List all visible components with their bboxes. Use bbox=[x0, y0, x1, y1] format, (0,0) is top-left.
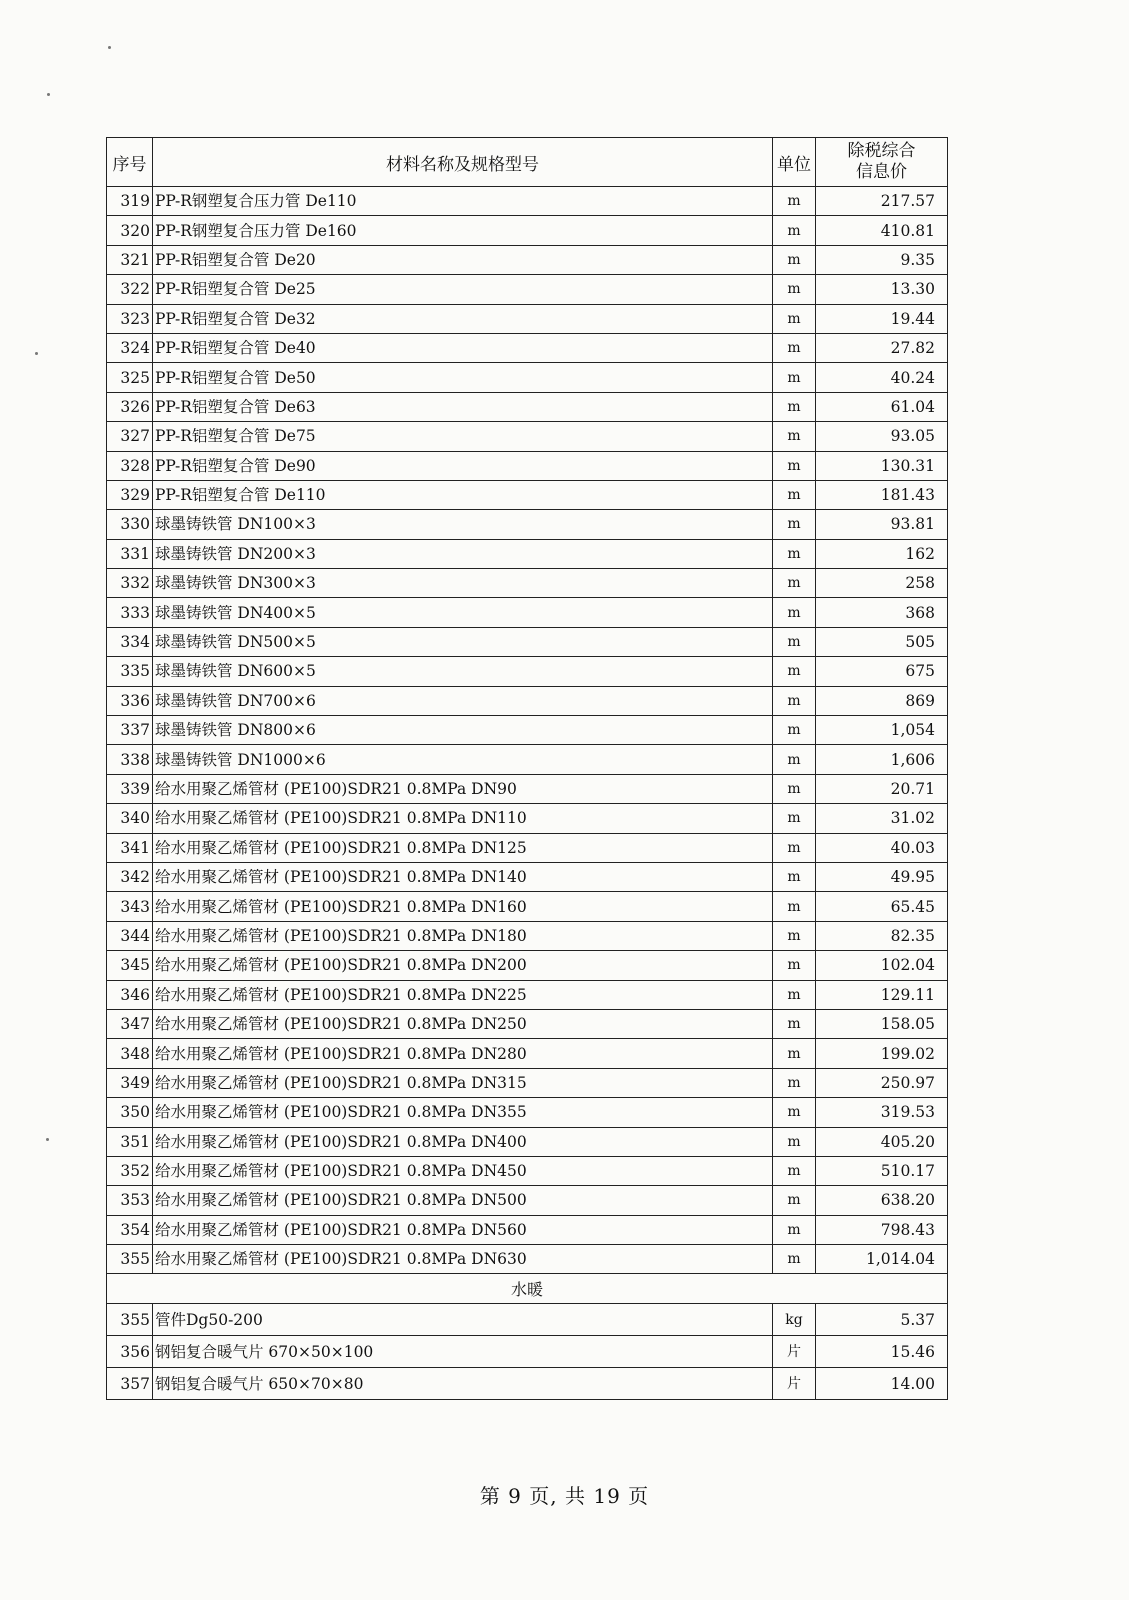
table-row bbox=[107, 1009, 948, 1038]
row-index: 328 bbox=[107, 451, 153, 480]
row-material-name: 球墨铸铁管 DN600×5 bbox=[153, 657, 773, 686]
row-material-name: 球墨铸铁管 DN500×5 bbox=[153, 627, 773, 656]
row-index: 335 bbox=[107, 657, 153, 686]
row-index: 345 bbox=[107, 951, 153, 980]
table-row bbox=[107, 921, 948, 950]
row-price: 49.95 bbox=[816, 862, 948, 891]
row-price: 5.37 bbox=[816, 1304, 948, 1336]
table-row bbox=[107, 275, 948, 304]
row-index: 337 bbox=[107, 716, 153, 745]
table-row bbox=[107, 980, 948, 1009]
row-unit: m bbox=[773, 245, 816, 274]
row-unit: m bbox=[773, 1127, 816, 1156]
row-unit: 片 bbox=[773, 1336, 816, 1368]
row-price: 102.04 bbox=[816, 951, 948, 980]
row-index: 327 bbox=[107, 422, 153, 451]
row-index: 350 bbox=[107, 1098, 153, 1127]
table-row bbox=[107, 539, 948, 568]
table-row bbox=[107, 951, 948, 980]
row-material-name: PP-R铝塑复合管 De50 bbox=[153, 363, 773, 392]
row-index: 320 bbox=[107, 216, 153, 245]
row-price: 129.11 bbox=[816, 980, 948, 1009]
table-row bbox=[107, 363, 948, 392]
row-unit: m bbox=[773, 216, 816, 245]
row-unit: m bbox=[773, 392, 816, 421]
row-index: 341 bbox=[107, 833, 153, 862]
row-unit: m bbox=[773, 275, 816, 304]
row-unit: m bbox=[773, 333, 816, 362]
table-row bbox=[107, 627, 948, 656]
header-index: 序号 bbox=[107, 138, 153, 187]
row-price: 9.35 bbox=[816, 245, 948, 274]
row-index: 319 bbox=[107, 187, 153, 216]
row-index: 346 bbox=[107, 980, 153, 1009]
row-index: 340 bbox=[107, 804, 153, 833]
row-unit: m bbox=[773, 1098, 816, 1127]
row-index: 356 bbox=[107, 1336, 153, 1368]
table-row bbox=[107, 392, 948, 421]
row-material-name: 给水用聚乙烯管材 (PE100)SDR21 0.8MPa DN125 bbox=[153, 833, 773, 862]
row-unit: m bbox=[773, 480, 816, 509]
row-unit: m bbox=[773, 833, 816, 862]
row-unit: m bbox=[773, 892, 816, 921]
row-material-name: 给水用聚乙烯管材 (PE100)SDR21 0.8MPa DN160 bbox=[153, 892, 773, 921]
row-index: 347 bbox=[107, 1009, 153, 1038]
row-index: 332 bbox=[107, 569, 153, 598]
row-material-name: 给水用聚乙烯管材 (PE100)SDR21 0.8MPa DN180 bbox=[153, 921, 773, 950]
row-material-name: 给水用聚乙烯管材 (PE100)SDR21 0.8MPa DN90 bbox=[153, 774, 773, 803]
table-row bbox=[107, 569, 948, 598]
header-price-line1: 除税综合 bbox=[847, 141, 916, 161]
row-unit: m bbox=[773, 862, 816, 891]
header-price bbox=[816, 138, 948, 187]
row-unit: m bbox=[773, 716, 816, 745]
table-row bbox=[107, 333, 948, 362]
row-price: 319.53 bbox=[816, 1098, 948, 1127]
row-index: 322 bbox=[107, 275, 153, 304]
row-price: 162 bbox=[816, 539, 948, 568]
row-unit: 片 bbox=[773, 1368, 816, 1400]
row-unit: m bbox=[773, 951, 816, 980]
row-unit: m bbox=[773, 1009, 816, 1038]
row-price: 199.02 bbox=[816, 1039, 948, 1068]
table-row bbox=[107, 1304, 948, 1336]
row-material-name: 给水用聚乙烯管材 (PE100)SDR21 0.8MPa DN500 bbox=[153, 1186, 773, 1215]
row-material-name: 给水用聚乙烯管材 (PE100)SDR21 0.8MPa DN225 bbox=[153, 980, 773, 1009]
table-row bbox=[107, 1186, 948, 1215]
row-price: 1,014.04 bbox=[816, 1245, 948, 1274]
table-row bbox=[107, 1336, 948, 1368]
row-material-name: 给水用聚乙烯管材 (PE100)SDR21 0.8MPa DN355 bbox=[153, 1098, 773, 1127]
section-header-row bbox=[107, 1274, 948, 1304]
header-price-line2: 信息价 bbox=[856, 162, 907, 182]
row-material-name: 球墨铸铁管 DN800×6 bbox=[153, 716, 773, 745]
row-material-name: 球墨铸铁管 DN200×3 bbox=[153, 539, 773, 568]
row-unit: m bbox=[773, 657, 816, 686]
row-unit: m bbox=[773, 510, 816, 539]
table-row bbox=[107, 216, 948, 245]
row-price: 405.20 bbox=[816, 1127, 948, 1156]
table-row bbox=[107, 245, 948, 274]
row-price: 27.82 bbox=[816, 333, 948, 362]
row-unit: m bbox=[773, 1245, 816, 1274]
row-material-name: PP-R铝塑复合管 De63 bbox=[153, 392, 773, 421]
row-price: 505 bbox=[816, 627, 948, 656]
row-unit: m bbox=[773, 1039, 816, 1068]
row-index: 323 bbox=[107, 304, 153, 333]
row-price: 20.71 bbox=[816, 774, 948, 803]
row-unit: m bbox=[773, 804, 816, 833]
row-price: 181.43 bbox=[816, 480, 948, 509]
row-price: 14.00 bbox=[816, 1368, 948, 1400]
row-unit: m bbox=[773, 627, 816, 656]
row-index: 339 bbox=[107, 774, 153, 803]
row-index: 321 bbox=[107, 245, 153, 274]
row-material-name: PP-R钢塑复合压力管 De160 bbox=[153, 216, 773, 245]
table-row bbox=[107, 598, 948, 627]
row-index: 336 bbox=[107, 686, 153, 715]
row-price: 217.57 bbox=[816, 187, 948, 216]
row-unit: m bbox=[773, 304, 816, 333]
row-material-name: PP-R铝塑复合管 De20 bbox=[153, 245, 773, 274]
row-price: 61.04 bbox=[816, 392, 948, 421]
row-index: 352 bbox=[107, 1156, 153, 1185]
table-row bbox=[107, 480, 948, 509]
row-price: 31.02 bbox=[816, 804, 948, 833]
row-price: 93.81 bbox=[816, 510, 948, 539]
row-material-name: 钢铝复合暖气片 670×50×100 bbox=[153, 1336, 773, 1368]
row-material-name: 管件Dg50-200 bbox=[153, 1304, 773, 1336]
row-price: 1,606 bbox=[816, 745, 948, 774]
header-unit: 单位 bbox=[773, 138, 816, 187]
row-material-name: 给水用聚乙烯管材 (PE100)SDR21 0.8MPa DN110 bbox=[153, 804, 773, 833]
row-price: 258 bbox=[816, 569, 948, 598]
table-row bbox=[107, 1039, 948, 1068]
row-price: 15.46 bbox=[816, 1336, 948, 1368]
row-index: 330 bbox=[107, 510, 153, 539]
row-unit: m bbox=[773, 686, 816, 715]
table-row bbox=[107, 716, 948, 745]
row-index: 349 bbox=[107, 1068, 153, 1097]
row-material-name: 钢铝复合暖气片 650×70×80 bbox=[153, 1368, 773, 1400]
row-price: 13.30 bbox=[816, 275, 948, 304]
row-price: 19.44 bbox=[816, 304, 948, 333]
row-material-name: 给水用聚乙烯管材 (PE100)SDR21 0.8MPa DN400 bbox=[153, 1127, 773, 1156]
row-price: 250.97 bbox=[816, 1068, 948, 1097]
row-price: 368 bbox=[816, 598, 948, 627]
row-index: 348 bbox=[107, 1039, 153, 1068]
row-material-name: PP-R铝塑复合管 De110 bbox=[153, 480, 773, 509]
row-index: 355 bbox=[107, 1304, 153, 1336]
table-row bbox=[107, 1127, 948, 1156]
table-row bbox=[107, 304, 948, 333]
row-index: 344 bbox=[107, 921, 153, 950]
table-row bbox=[107, 187, 948, 216]
row-unit: kg bbox=[773, 1304, 816, 1336]
row-unit: m bbox=[773, 539, 816, 568]
table-row bbox=[107, 1215, 948, 1244]
table-row bbox=[107, 451, 948, 480]
table-row bbox=[107, 833, 948, 862]
row-material-name: PP-R铝塑复合管 De75 bbox=[153, 422, 773, 451]
table-row bbox=[107, 1368, 948, 1400]
table-row bbox=[107, 862, 948, 891]
table-body bbox=[107, 187, 948, 1400]
row-price: 638.20 bbox=[816, 1186, 948, 1215]
row-index: 342 bbox=[107, 862, 153, 891]
table-row bbox=[107, 1156, 948, 1185]
row-price: 798.43 bbox=[816, 1215, 948, 1244]
row-price: 93.05 bbox=[816, 422, 948, 451]
row-unit: m bbox=[773, 569, 816, 598]
price-table bbox=[106, 137, 948, 1400]
row-price: 1,054 bbox=[816, 716, 948, 745]
row-unit: m bbox=[773, 187, 816, 216]
row-unit: m bbox=[773, 422, 816, 451]
row-price: 82.35 bbox=[816, 921, 948, 950]
row-material-name: 给水用聚乙烯管材 (PE100)SDR21 0.8MPa DN280 bbox=[153, 1039, 773, 1068]
row-index: 334 bbox=[107, 627, 153, 656]
row-price: 158.05 bbox=[816, 1009, 948, 1038]
row-material-name: 球墨铸铁管 DN1000×6 bbox=[153, 745, 773, 774]
row-unit: m bbox=[773, 921, 816, 950]
row-material-name: 给水用聚乙烯管材 (PE100)SDR21 0.8MPa DN140 bbox=[153, 862, 773, 891]
row-unit: m bbox=[773, 774, 816, 803]
table-row bbox=[107, 804, 948, 833]
row-material-name: 球墨铸铁管 DN700×6 bbox=[153, 686, 773, 715]
row-index: 338 bbox=[107, 745, 153, 774]
row-index: 355 bbox=[107, 1245, 153, 1274]
row-price: 869 bbox=[816, 686, 948, 715]
row-material-name: PP-R铝塑复合管 De40 bbox=[153, 333, 773, 362]
row-index: 343 bbox=[107, 892, 153, 921]
row-unit: m bbox=[773, 1215, 816, 1244]
row-unit: m bbox=[773, 980, 816, 1009]
table-row bbox=[107, 422, 948, 451]
row-unit: m bbox=[773, 745, 816, 774]
row-price: 675 bbox=[816, 657, 948, 686]
row-unit: m bbox=[773, 451, 816, 480]
row-material-name: PP-R铝塑复合管 De32 bbox=[153, 304, 773, 333]
row-unit: m bbox=[773, 1186, 816, 1215]
row-price: 65.45 bbox=[816, 892, 948, 921]
row-material-name: 给水用聚乙烯管材 (PE100)SDR21 0.8MPa DN560 bbox=[153, 1215, 773, 1244]
row-price: 40.24 bbox=[816, 363, 948, 392]
row-price: 510.17 bbox=[816, 1156, 948, 1185]
row-index: 329 bbox=[107, 480, 153, 509]
row-material-name: 给水用聚乙烯管材 (PE100)SDR21 0.8MPa DN200 bbox=[153, 951, 773, 980]
table-row bbox=[107, 1098, 948, 1127]
table-row bbox=[107, 774, 948, 803]
table-row bbox=[107, 510, 948, 539]
row-index: 325 bbox=[107, 363, 153, 392]
row-index: 353 bbox=[107, 1186, 153, 1215]
row-material-name: PP-R铝塑复合管 De25 bbox=[153, 275, 773, 304]
table-row bbox=[107, 657, 948, 686]
header-name: 材料名称及规格型号 bbox=[153, 138, 773, 187]
row-unit: m bbox=[773, 363, 816, 392]
row-index: 324 bbox=[107, 333, 153, 362]
page-number: 第 9 页, 共 19 页 bbox=[479, 1484, 650, 1508]
row-material-name: 给水用聚乙烯管材 (PE100)SDR21 0.8MPa DN250 bbox=[153, 1009, 773, 1038]
row-index: 326 bbox=[107, 392, 153, 421]
row-material-name: 球墨铸铁管 DN300×3 bbox=[153, 569, 773, 598]
row-index: 333 bbox=[107, 598, 153, 627]
table-row bbox=[107, 745, 948, 774]
row-material-name: 球墨铸铁管 DN400×5 bbox=[153, 598, 773, 627]
row-material-name: 给水用聚乙烯管材 (PE100)SDR21 0.8MPa DN315 bbox=[153, 1068, 773, 1097]
table-row bbox=[107, 1245, 948, 1274]
row-price: 130.31 bbox=[816, 451, 948, 480]
row-price: 40.03 bbox=[816, 833, 948, 862]
table-row bbox=[107, 686, 948, 715]
section-title: 水暖 bbox=[107, 1274, 948, 1304]
row-index: 331 bbox=[107, 539, 153, 568]
row-index: 357 bbox=[107, 1368, 153, 1400]
row-unit: m bbox=[773, 1068, 816, 1097]
row-material-name: 给水用聚乙烯管材 (PE100)SDR21 0.8MPa DN630 bbox=[153, 1245, 773, 1274]
table-row bbox=[107, 1068, 948, 1097]
row-material-name: PP-R钢塑复合压力管 De110 bbox=[153, 187, 773, 216]
row-material-name: 球墨铸铁管 DN100×3 bbox=[153, 510, 773, 539]
row-index: 351 bbox=[107, 1127, 153, 1156]
row-index: 354 bbox=[107, 1215, 153, 1244]
row-unit: m bbox=[773, 598, 816, 627]
row-material-name: PP-R铝塑复合管 De90 bbox=[153, 451, 773, 480]
table-header-row bbox=[107, 138, 948, 187]
row-price: 410.81 bbox=[816, 216, 948, 245]
table-row bbox=[107, 892, 948, 921]
row-unit: m bbox=[773, 1156, 816, 1185]
row-material-name: 给水用聚乙烯管材 (PE100)SDR21 0.8MPa DN450 bbox=[153, 1156, 773, 1185]
